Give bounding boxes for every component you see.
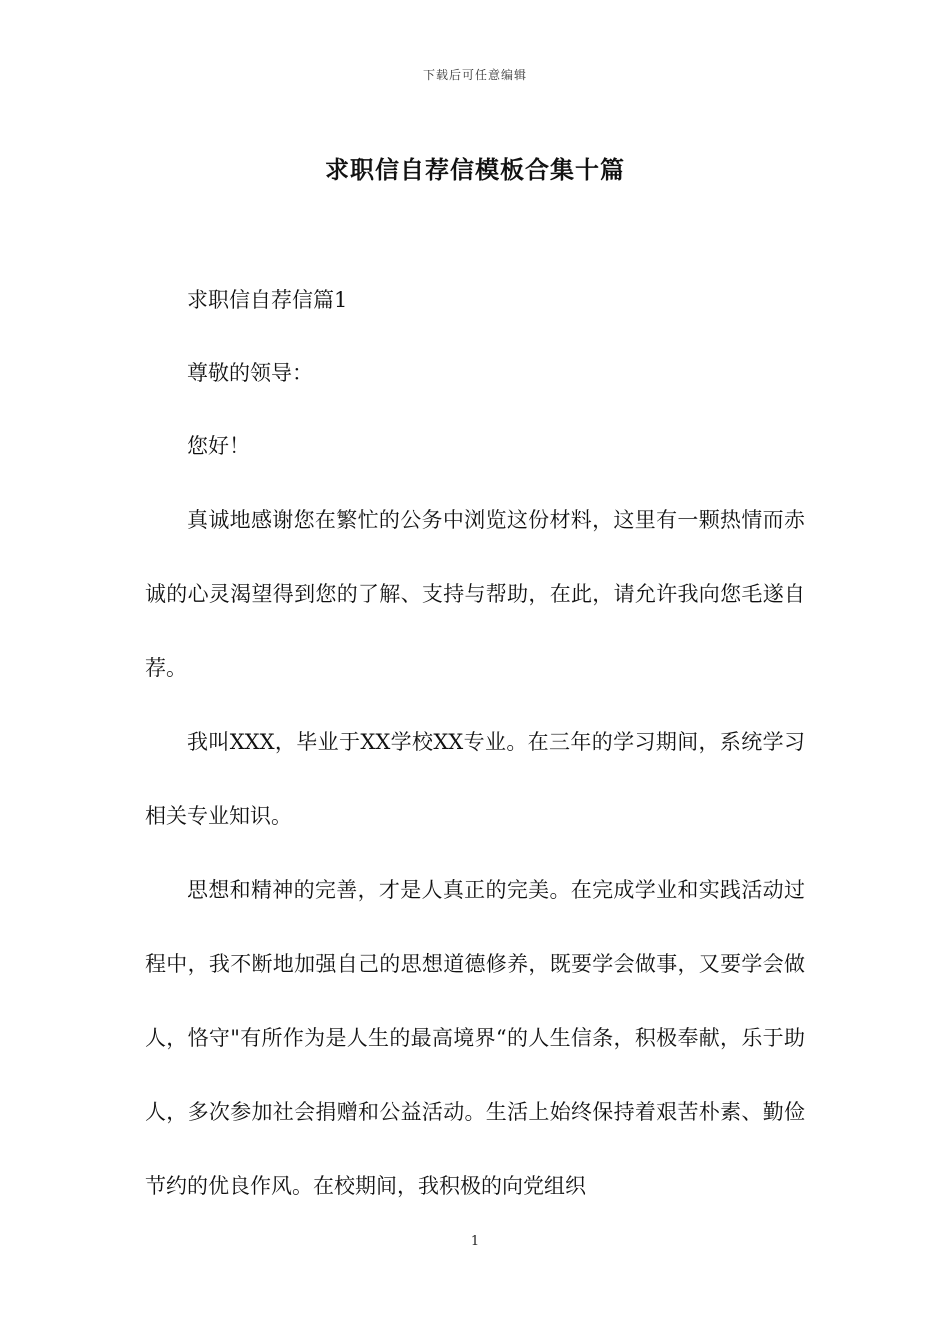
body-paragraph: 思想和精神的完善，才是人真正的完美。在完成学业和实践活动过程中，我不断地加强自己的思想道德修养，既要学会做事，又要学会做人，恪守"有所作为是人生的最高境界“的人生信条，积极奉献，乐于助人，多次参加社会捐赠和公益活动。生活上始终保持着艰苦朴素、勤俭节约的优良作风。在校期间，我积极的向党组织 xyxy=(145,878,805,1198)
document-title: 求职信自荐信模板合集十篇 xyxy=(325,155,625,184)
body-paragraph: 我叫XXX，毕业于XX学校XX专业。在三年的学习期间，系统学习相关专业知识。 xyxy=(145,730,805,828)
greeting: 您好！ xyxy=(187,434,250,458)
header-note: 下载后可任意编辑 xyxy=(422,68,527,82)
document-body xyxy=(145,282,805,1241)
body-paragraph: 真诚地感谢您在繁忙的公务中浏览这份材料，这里有一颗热情而赤诚的心灵渴望得到您的了解、支持与帮助，在此，请允许我向您毛遂自荐。 xyxy=(145,508,805,680)
salutation: 尊敬的领导： xyxy=(187,361,313,385)
page-number: 1 xyxy=(470,1234,480,1249)
section-heading: 求职信自荐信篇1 xyxy=(187,288,348,312)
